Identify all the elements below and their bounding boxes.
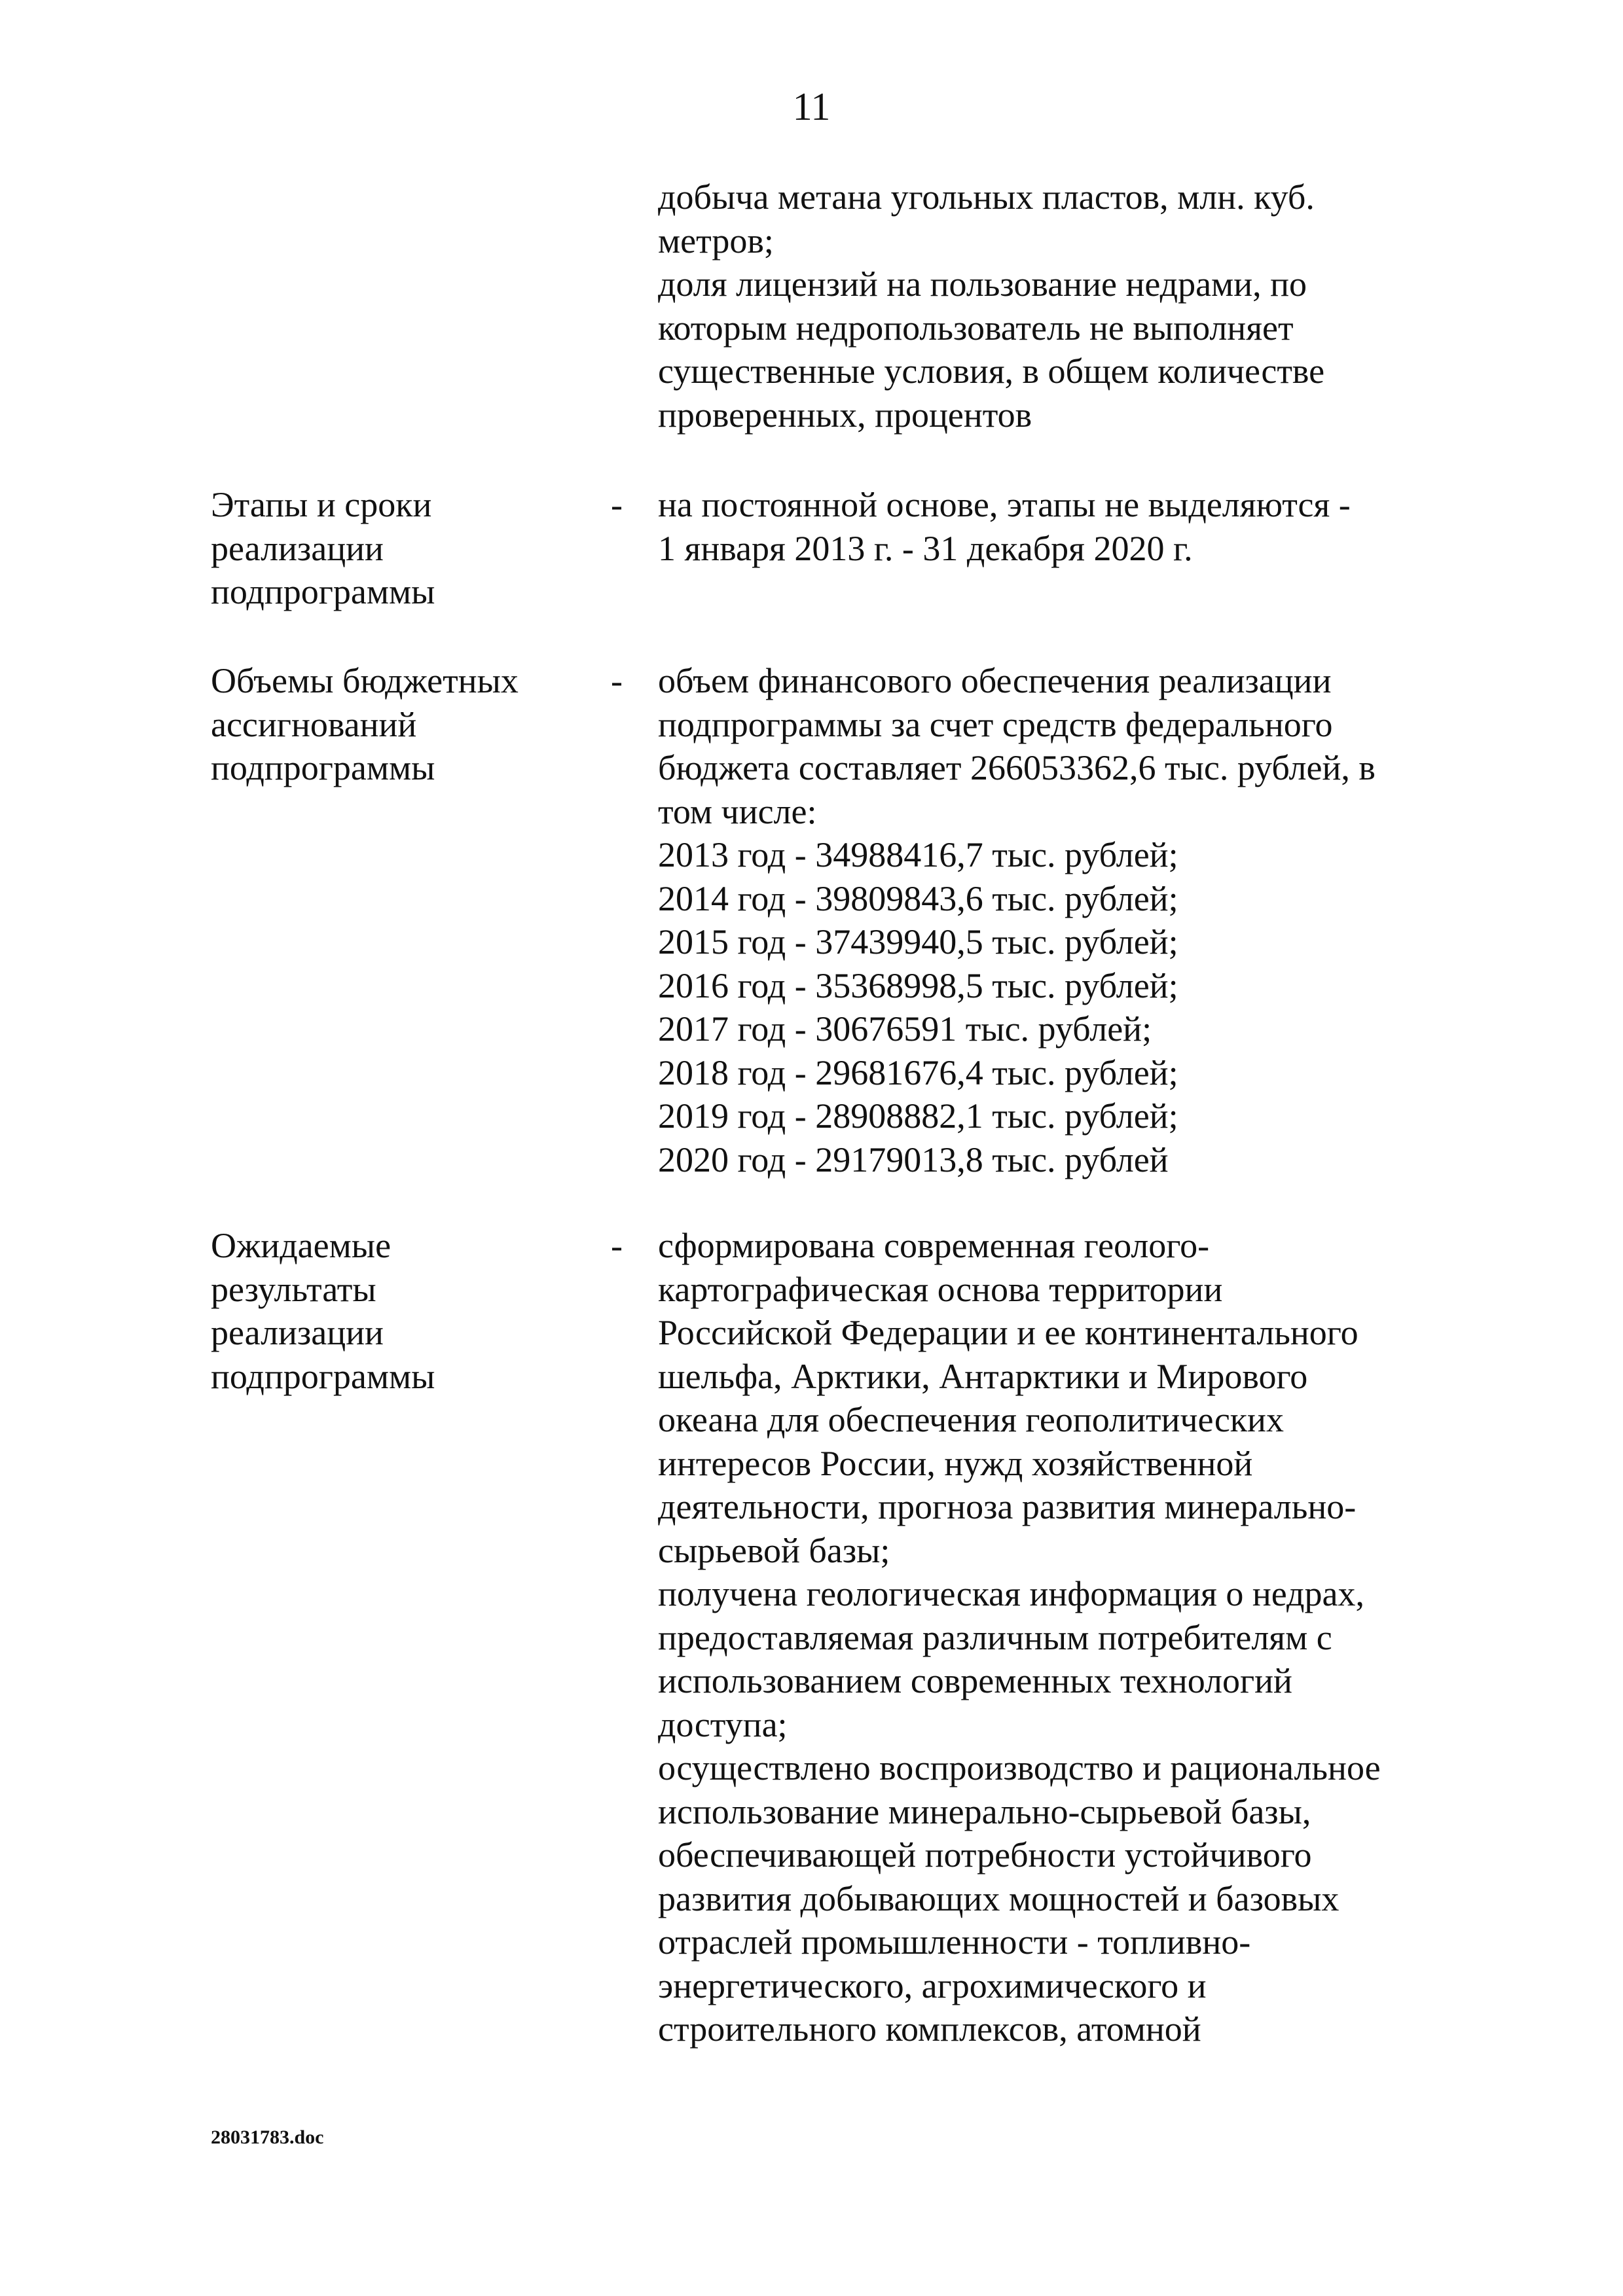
continuation-line: добыча метана угольных пластов, млн. куб. — [658, 177, 1315, 217]
content-line: строительного комплексов, атомной — [658, 2009, 1201, 2049]
content-line: 2020 год - 29179013,8 тыс. рублей — [658, 1139, 1169, 1179]
content-line: бюджета составляет 266053362,6 тыс. рублей, в — [658, 748, 1376, 787]
content-line: обеспечивающей потребности устойчивого — [658, 1835, 1312, 1874]
page-number: 11 — [792, 85, 831, 128]
section-dash: - — [611, 485, 623, 524]
label-line: реализации — [211, 1313, 384, 1352]
content-line: Российской Федерации и ее континентального — [658, 1313, 1359, 1352]
content-line: использованием современных технологий — [658, 1661, 1292, 1700]
content-line: использование минерально-сырьевой базы, — [658, 1791, 1311, 1831]
continuation-line: метров; — [658, 221, 774, 260]
label-line: подпрограммы — [211, 748, 435, 787]
label-line: реализации — [211, 528, 384, 568]
content-line: сырьевой базы; — [658, 1530, 890, 1570]
content-line: 2013 год - 34988416,7 тыс. рублей; — [658, 835, 1178, 874]
content-line: сформирована современная геолого- — [658, 1226, 1210, 1265]
content-line: подпрограммы за счет средств федерального — [658, 704, 1333, 744]
section-label — [211, 659, 577, 790]
content-line: осуществлено воспроизводство и рациональное — [658, 1748, 1381, 1787]
content-line: 2015 год - 37439940,5 тыс. рублей; — [658, 922, 1178, 961]
content-line: объем финансового обеспечения реализации — [658, 661, 1332, 700]
content-line: интересов России, нужд хозяйственной — [658, 1443, 1253, 1483]
content-line: 2016 год - 35368998,5 тыс. рублей; — [658, 965, 1178, 1005]
content-line: получена геологическая информация о недрах, — [658, 1574, 1364, 1613]
section-dash: - — [611, 1226, 623, 1265]
section-label — [211, 1224, 577, 1398]
content-line: картографическая основа территории — [658, 1269, 1223, 1309]
content-line: деятельности, прогноза развития минерально- — [658, 1487, 1357, 1526]
label-line: ассигнований — [211, 704, 417, 744]
continuation-line: которым недропользователь не выполняет — [658, 308, 1294, 348]
continuation-content — [658, 175, 1470, 437]
continuation-line: существенные условия, в общем количестве — [658, 351, 1325, 391]
label-line: результаты — [211, 1269, 376, 1309]
label-line: Объемы бюджетных — [211, 661, 519, 700]
section-dash: - — [611, 661, 623, 700]
content-line: 2018 год - 29681676,4 тыс. рублей; — [658, 1052, 1178, 1092]
content-line: отраслей промышленности - топливно- — [658, 1922, 1251, 1962]
content-line: 1 января 2013 г. - 31 декабря 2020 г. — [658, 528, 1193, 568]
section-content — [658, 659, 1470, 1181]
content-line: предоставляемая различным потребителям с — [658, 1617, 1332, 1657]
section-content — [658, 483, 1470, 570]
continuation-line: проверенных, процентов — [658, 395, 1032, 435]
section-content — [658, 1224, 1470, 2051]
content-line: 2014 год - 39809843,6 тыс. рублей; — [658, 878, 1178, 918]
content-line: развития добывающих мощностей и базовых — [658, 1878, 1340, 1918]
footer-filename: 28031783.doc — [211, 2126, 324, 2148]
label-line: Этапы и сроки — [211, 485, 432, 524]
content-line: шельфа, Арктики, Антарктики и Мирового — [658, 1356, 1308, 1396]
content-line: том числе: — [658, 791, 817, 831]
section-label — [211, 483, 577, 614]
content-line: океана для обеспечения геополитических — [658, 1400, 1284, 1439]
content-line: доступа; — [658, 1704, 788, 1744]
label-line: подпрограммы — [211, 1356, 435, 1396]
label-line: Ожидаемые — [211, 1226, 392, 1265]
content-line: энергетического, агрохимического и — [658, 1965, 1207, 2005]
content-line: 2019 год - 28908882,1 тыс. рублей; — [658, 1096, 1178, 1136]
continuation-line: доля лицензий на пользование недрами, по — [658, 264, 1307, 304]
label-line: подпрограммы — [211, 572, 435, 611]
content-line: на постоянной основе, этапы не выделяются - — [658, 485, 1351, 524]
content-line: 2017 год - 30676591 тыс. рублей; — [658, 1009, 1152, 1049]
